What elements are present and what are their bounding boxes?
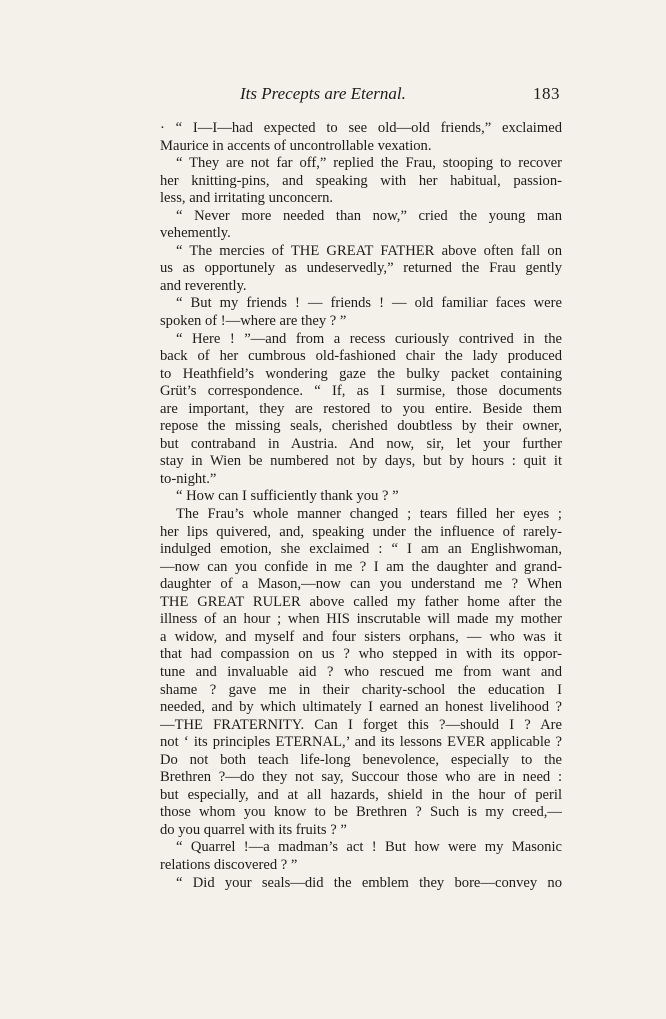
text-line: —THE FRATERNITY. Can I forget this ?—should I ? Are xyxy=(160,716,562,733)
text-line: · “ I—I—had expected to see old—old friends,” exclaimed xyxy=(160,120,562,136)
text-line: needed, and by which ultimately I earned an honest livelihood ? xyxy=(160,699,562,716)
text-line: but especially, and at all hazards, shield in the hour of peril xyxy=(160,786,562,803)
text-line: are important, they are restored to you entire. Beside them xyxy=(160,400,562,417)
text-line: a widow, and myself and four sisters orphans, — who was it xyxy=(160,628,562,645)
text-line: that had compassion on us ? who stepped in with its oppor- xyxy=(160,646,562,663)
text-line: but contraband in Austria. And now, sir, let your further xyxy=(160,435,562,452)
page-number: 183 xyxy=(533,84,560,103)
text-line: back of her cumbrous old-fashioned chair the lady produced xyxy=(160,348,562,365)
text-line: Maurice in accents of uncontrollable vexation. xyxy=(160,137,432,154)
text-line: do you quarrel with its fruits ? ” xyxy=(160,821,347,838)
text-line: The Frau’s whole manner changed ; tears filled her eyes ; xyxy=(176,506,562,523)
text-line: THE GREAT RULER above called my father home after the xyxy=(160,593,562,610)
text-line: “ Quarrel !—a madman’s act ! But how were my Masonic xyxy=(176,839,562,856)
text-line: to-night.” xyxy=(160,470,217,487)
text-line: those whom you know to be Brethren ? Such is my creed,— xyxy=(160,804,562,821)
text-line: Grüt’s correspondence. “ If, as I surmise, those documents xyxy=(160,383,562,400)
text-line: “ Here ! ”—and from a recess curiously contrived in the xyxy=(176,330,562,347)
text-line: “ But my friends ! — friends ! — old familiar faces were xyxy=(176,295,562,312)
text-line: “ They are not far off,” replied the Frau, stooping to recover xyxy=(176,155,562,172)
text-line: tune and invaluable aid ? who rescued me from want and xyxy=(160,663,562,680)
text-line: less, and irritating unconcern. xyxy=(160,190,334,207)
text-line: “ How can I sufficiently thank you ? ” xyxy=(176,488,399,505)
text-line: “ Did your seals—did the emblem they bore—convey no xyxy=(176,874,562,891)
text-line: stay in Wien be numbered not by days, but by hours : quit it xyxy=(160,453,562,470)
text-line: vehemently. xyxy=(160,225,231,242)
text-line: us as opportunely as undeservedly,” returned the Frau gently xyxy=(160,260,562,277)
text-line: relations discovered ? ” xyxy=(160,856,298,873)
text-line: to Heathfield’s wondering gaze the bulky packet containing xyxy=(160,365,562,382)
text-line: Brethren ?—do they not say, Succour those who are in need : xyxy=(160,769,562,786)
text-line: “ The mercies of THE GREAT FATHER above often fall on xyxy=(176,242,562,259)
body-text xyxy=(160,120,562,892)
text-line: not ‘ its principles ETERNAL,’ and its lessons EVER applicable ? xyxy=(160,734,562,751)
text-line: shame ? gave me in their charity-school the education I xyxy=(160,681,562,698)
text-line: Do not both teach life-long benevolence, especially to the xyxy=(160,751,562,768)
text-line: spoken of !—where are they ? ” xyxy=(160,313,347,330)
text-line: repose the missing seals, cherished doubtless by their owner, xyxy=(160,418,562,435)
text-line: her lips quivered, and, speaking under the influence of rarely- xyxy=(160,523,562,540)
text-line: indulged emotion, she exclaimed : “ I am an Englishwoman, xyxy=(160,541,562,558)
text-line: “ Never more needed than now,” cried the young man xyxy=(176,207,562,224)
text-line: her knitting-pins, and speaking with her habitual, passion- xyxy=(160,172,562,189)
running-head xyxy=(160,84,560,104)
text-line: —now can you confide in me ? I am the daughter and grand- xyxy=(160,558,562,575)
text-line: daughter of a Mason,—now can you understand me ? When xyxy=(160,576,562,593)
text-line: illness of an hour ; when HIS inscrutable will made my mother xyxy=(160,611,562,628)
text-line: and reverently. xyxy=(160,277,247,294)
running-title: Its Precepts are Eternal. xyxy=(240,84,406,103)
